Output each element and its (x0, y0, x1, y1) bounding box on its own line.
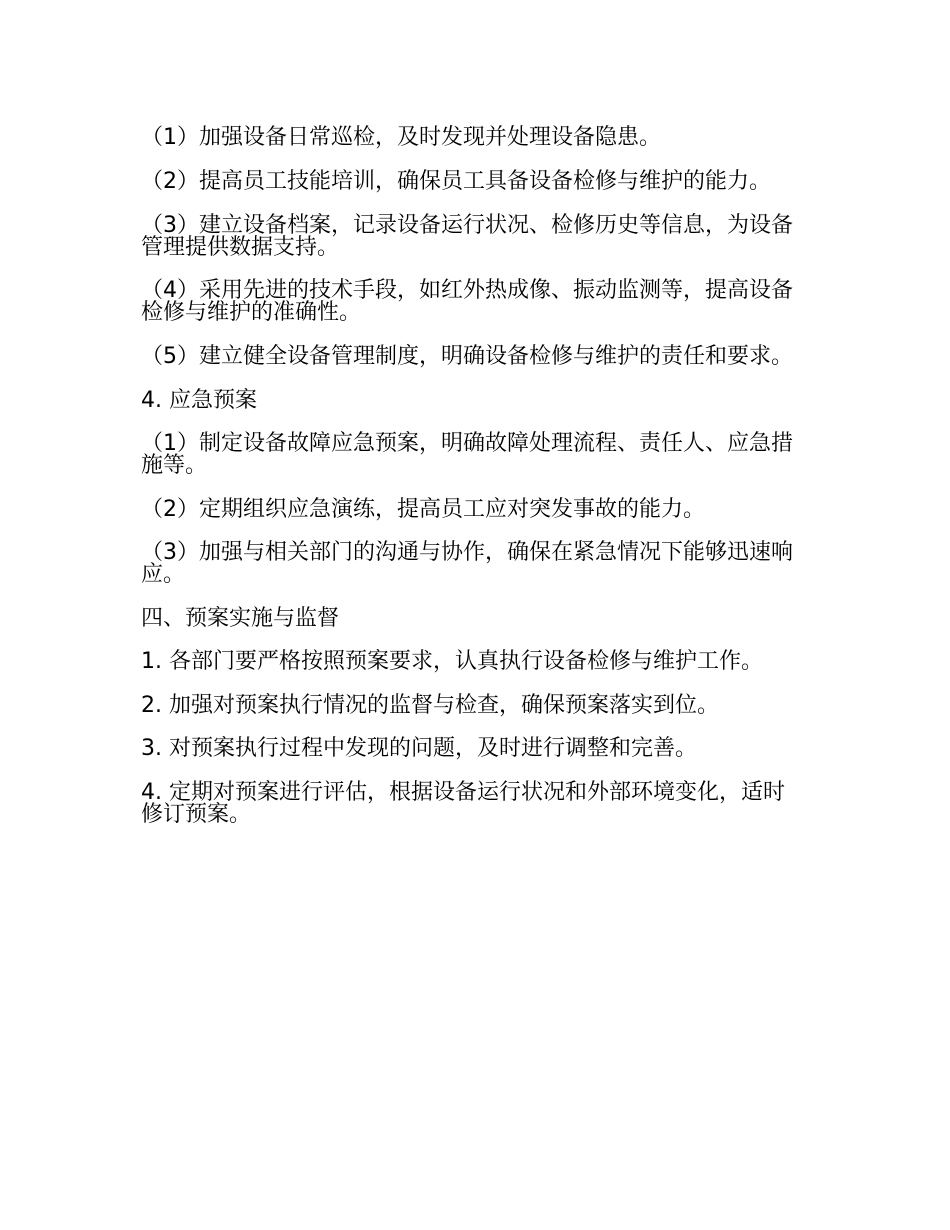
list-item-2-3: （3）加强与相关部门的沟通与协作，确保在紧急情况下能够迅速响应。 (141, 540, 793, 587)
list-item-2-1: （1）制定设备故障应急预案，明确故障处理流程、责任人、应急措施等。 (141, 431, 793, 478)
list-item-3-4: 4. 定期对预案进行评估，根据设备运行状况和外部环境变化，适时修订预案。 (141, 780, 785, 827)
section-heading-implementation: 四、预案实施与监督 (141, 606, 340, 631)
list-item-1-2: （2）提高员工技能培训，确保员工具备设备检修与维护的能力。 (141, 169, 771, 194)
section-heading-emergency-plan: 4. 应急预案 (141, 388, 257, 413)
list-item-1-4: （4）采用先进的技术手段，如红外热成像、振动监测等，提高设备检修与维护的准确性。 (141, 278, 793, 325)
list-item-1-3: （3）建立设备档案，记录设备运行状况、检修历史等信息，为设备管理提供数据支持。 (141, 213, 793, 260)
document-body (141, 127, 805, 826)
list-item-3-2: 2. 加强对预案执行情况的监督与检查，确保预案落实到位。 (141, 693, 719, 718)
list-item-1-5: （5）建立健全设备管理制度，明确设备检修与维护的责任和要求。 (141, 344, 793, 369)
list-item-3-1: 1. 各部门要严格按照预案要求，认真执行设备检修与维护工作。 (141, 649, 763, 674)
list-item-2-2: （2）定期组织应急演练，提高员工应对突发事故的能力。 (141, 497, 705, 522)
list-item-1-1: （1）加强设备日常巡检，及时发现并处理设备隐患。 (141, 125, 661, 150)
list-item-3-3: 3. 对预案执行过程中发现的问题，及时进行调整和完善。 (141, 736, 697, 761)
